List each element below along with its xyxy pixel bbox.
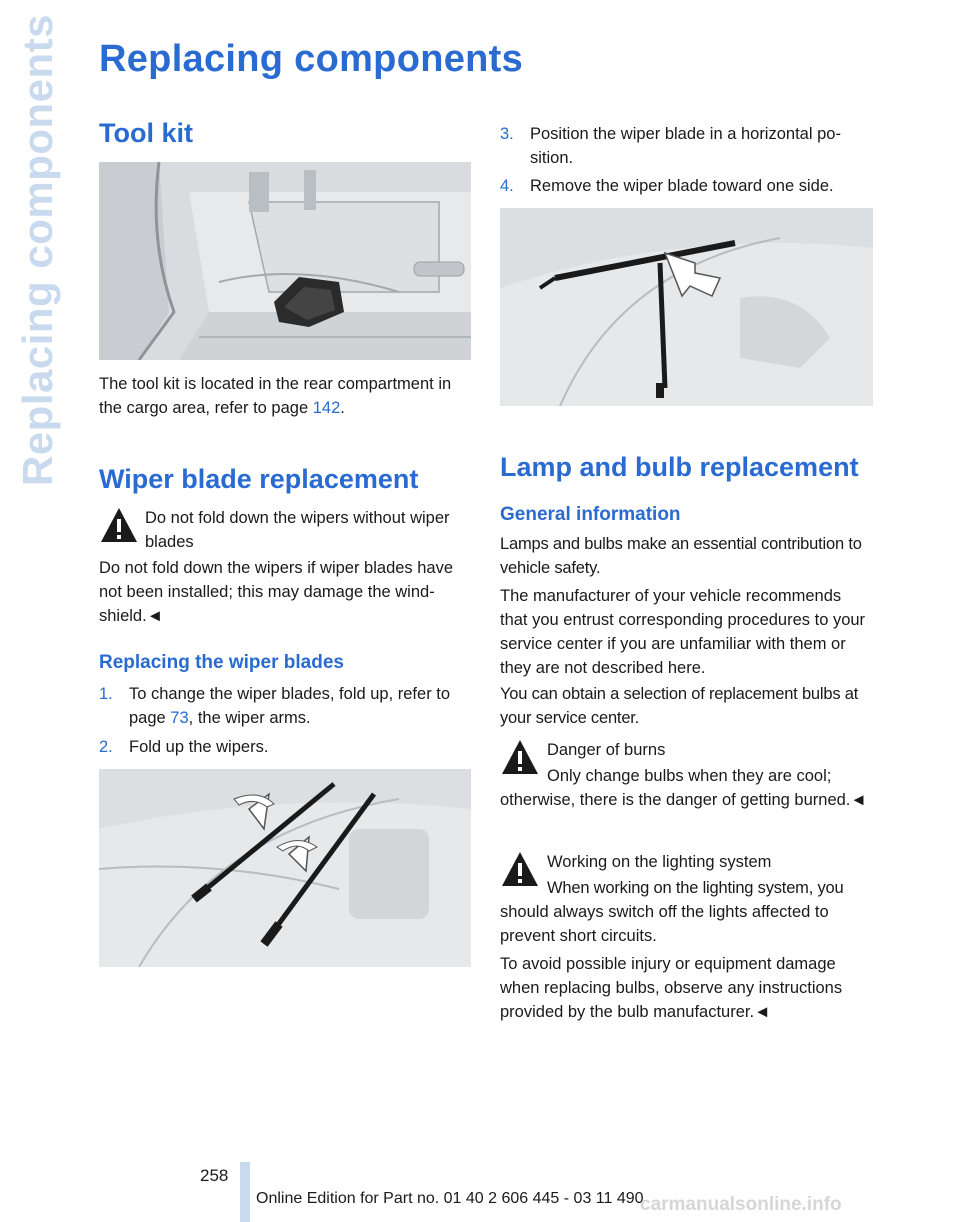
lamp-para-4: To avoid possible injury or equipment damage when replacing bulbs, observe any instructions provided by the bulb manufacturer.◄ [500, 955, 843, 1021]
replacing-wiper-blades-heading: Replacing the wiper blades [99, 652, 344, 673]
lighting-warning-title: Working on the lighting system [547, 853, 772, 871]
side-chapter-title [8, 13, 68, 487]
wiper-removal-illustration [500, 208, 873, 406]
step-2 [99, 735, 471, 759]
lighting-warning-body-first-line: When working on the lighting system, you [547, 879, 844, 897]
page-number: 258 [200, 1166, 229, 1185]
step-1 [99, 682, 471, 730]
page-title: Replacing components [99, 38, 524, 80]
watermark: carmanualsonline.info [640, 1194, 842, 1215]
cargo-area-illustration [99, 162, 471, 360]
tool-kit-text [99, 372, 471, 420]
step-text [129, 682, 471, 730]
general-information-heading: General information [500, 504, 681, 525]
tool-kit-heading: Tool kit [99, 118, 193, 148]
step-text-main: To change the wiper blades, fold up, refer to page [129, 685, 451, 727]
step-number: 4. [500, 177, 514, 195]
warning-icon [500, 738, 540, 776]
warning-icon [500, 850, 540, 888]
step-page-link[interactable]: 73 [170, 709, 189, 727]
wiper-warning-title: Do not fold down the wipers without wiper blades [145, 509, 450, 551]
step-text: Fold up the wipers. [129, 738, 269, 756]
wiper-fold-illustration [99, 769, 471, 967]
side-chapter-title-text: Replacing components [14, 13, 61, 487]
step-number: 3. [500, 125, 514, 143]
wiper-heading: Wiper blade replacement [99, 464, 419, 494]
lamp-heading: Lamp and bulb replacement [500, 452, 859, 482]
remove-wiper-blade-figure [500, 208, 873, 406]
tool-kit-page-link[interactable]: 142 [312, 399, 341, 417]
lamp-para-3: You can obtain a selection of replacement bulbs at your service center. [500, 685, 859, 727]
step-text: Remove the wiper blade toward one side. [530, 177, 834, 195]
step-text: Position the wiper blade in a horizontal po-sition. [530, 125, 841, 167]
tool-kit-text-end: . [340, 399, 345, 417]
online-edition-text: Online Edition for Part no. 01 40 2 606 445 - 03 11 490 [256, 1190, 644, 1207]
tool-kit-figure [99, 162, 471, 360]
lighting-warning-body-rest: should always switch off the lights affected to prevent short circuits. [500, 903, 829, 945]
footer-accent-bar [240, 1162, 250, 1222]
warning-icon [99, 506, 139, 544]
step-3 [500, 122, 873, 170]
fold-up-wipers-figure [99, 769, 471, 967]
lamp-para-1: Lamps and bulbs make an essential contribution to vehicle safety. [500, 535, 862, 577]
step-number: 1. [99, 685, 113, 703]
wiper-warning-body: Do not fold down the wipers if wiper blades have not been installed; this may damage the wind-shield.◄ [99, 559, 454, 625]
burns-warning-body-rest: otherwise, there is the danger of getting burned.◄ [500, 791, 867, 809]
burns-warning-title: Danger of burns [547, 741, 666, 759]
step-text-end: , the wiper arms. [188, 709, 311, 727]
tool-kit-text-main: The tool kit is located in the rear compartment in the cargo area, refer to page [99, 375, 452, 417]
step-number: 2. [99, 738, 113, 756]
burns-warning-body-first-line: Only change bulbs when they are cool; [547, 767, 832, 785]
lamp-para-2: The manufacturer of your vehicle recommends that you entrust corresponding procedures to your service center if you are unfamiliar with them or they are not described here. [500, 587, 866, 677]
step-4 [500, 174, 873, 198]
